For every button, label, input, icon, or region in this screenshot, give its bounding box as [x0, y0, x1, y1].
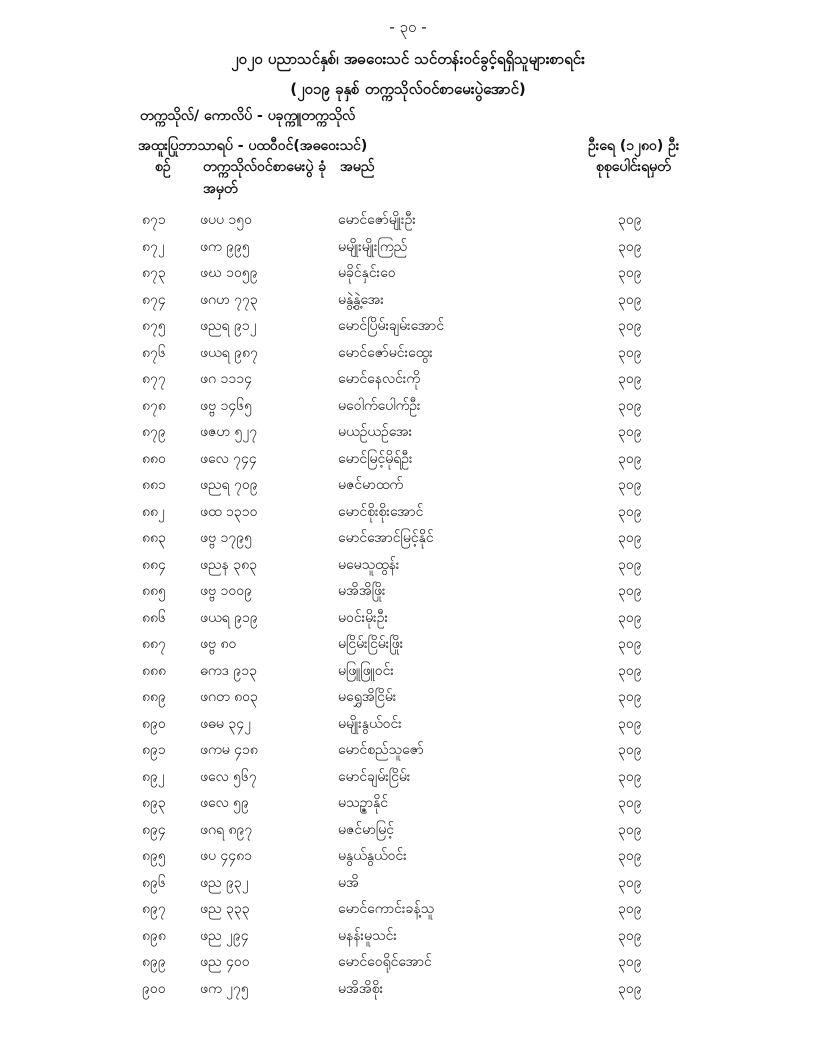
table-row [0, 952, 816, 979]
table-row [0, 449, 816, 476]
student-name: မောင်စည်သူဇော် [338, 742, 424, 758]
roll-number: ဖဂတ ၈၀၃ [200, 689, 258, 705]
roll-number: ဖဗ္ဗ ၁၀၀၉ [200, 583, 252, 599]
student-name: မမျိုးနွယ်ဝင်း [338, 715, 402, 732]
row-number: ၈၈၇ [142, 636, 166, 652]
row-number: ၈၉၃ [142, 795, 166, 811]
roll-number: ဖယရ ၉၈၇ [200, 344, 258, 361]
total-marks: ၃၀၉ [618, 265, 642, 281]
table-row [0, 396, 816, 423]
student-name: မဇင်မာမြင့် [338, 821, 394, 838]
student-name: မောင်ဇော်မင်းထွေး [338, 344, 433, 361]
student-name: မောင်အောင်မြင့်နိုင် [338, 530, 434, 546]
roll-number: ဖဓမ ၃၄၂ [200, 715, 251, 732]
row-number: ၈၇၇ [142, 371, 166, 387]
student-name: မနန်းမူသင်း [338, 927, 397, 944]
roll-number: ဖည ၄၀၀ [200, 954, 250, 970]
row-number: ၈၈၄ [142, 556, 166, 573]
university-line: တက္ကသိုလ်/ ကောလိပ် - ပခုက္ကူတက္ကသိုလ် [140, 108, 356, 124]
student-name: မဝင်းမိုးဦး [338, 609, 389, 626]
row-number: ၈၈၈ [142, 662, 166, 679]
roll-number: ဖဗ္ဗ ၁၄၆၅ [200, 397, 252, 414]
table-row [0, 210, 816, 237]
total-marks: ၃၀၉ [618, 530, 642, 546]
total-marks: ၃၀၉ [618, 212, 642, 228]
table-row [0, 740, 816, 767]
total-count: ဦးရေ (၁၂၈၀) ဦး [588, 138, 680, 154]
student-name: မရွှေအိငြိမ်း [338, 689, 397, 705]
roll-number: ဖညရ ၇၀၉ [200, 477, 258, 493]
student-name: မဇင်မာထက် [338, 477, 404, 493]
results-table [0, 210, 816, 1005]
student-name: မမေသူထွန်း [338, 556, 400, 573]
table-row [0, 263, 816, 290]
row-number: ၈၇၂ [142, 238, 165, 255]
student-name: မဖြူဖြူဝင်း [338, 662, 394, 679]
roll-number: ဖဂ ၁၁၁၄ [200, 371, 252, 387]
table-row [0, 528, 816, 555]
table-row [0, 369, 816, 396]
row-number: ၈၇၆ [142, 344, 166, 361]
student-name: မောင်ဝေရိုင်အောင် [338, 954, 432, 970]
roll-number: ဖဗ္ဗ ၈၀ [200, 636, 237, 652]
total-marks: ၃၀၉ [618, 874, 642, 891]
row-number: ၈၇၅ [142, 318, 166, 334]
roll-number: ဖလေ ၇၄၄ [200, 450, 257, 467]
row-number: ၈၈၆ [142, 609, 166, 626]
total-marks: ၃၀၉ [618, 715, 642, 732]
roll-number: ဖထ ၁၃၁၀ [200, 503, 258, 520]
roll-number: ဖဗ္ဗ ၁၇၉၅ [200, 530, 252, 546]
roll-number: ဖဂဟ ၇၇၃ [200, 291, 258, 308]
total-marks: ၃၀၉ [618, 371, 642, 387]
total-marks: ၃၀၉ [618, 768, 642, 785]
row-number: ၈၉၇ [142, 901, 166, 917]
student-name: မောင်ပြိမ်းချမ်းအောင် [338, 318, 445, 334]
roll-number: ဖည ၂၉၄ [200, 927, 249, 944]
table-row [0, 290, 816, 317]
total-marks: ၃၀၉ [618, 477, 642, 493]
roll-number: ဖဇဟ ၅၂၇ [200, 424, 258, 440]
table-row [0, 820, 816, 847]
total-marks: ၃၀၉ [618, 450, 642, 467]
total-marks: ၃၀၉ [618, 344, 642, 361]
row-number: ၈၉၂ [142, 768, 165, 785]
student-name: မသဉ္ဇာနိုင် [338, 795, 389, 811]
table-row [0, 873, 816, 900]
student-name: မအိအိစိုး [338, 980, 384, 997]
table-row [0, 475, 816, 502]
roll-number: ဖည ၃၃၃ [200, 901, 250, 917]
student-name: မမျိုးမျိုးကြည် [338, 238, 408, 255]
roll-number: ဖည ၉၃၂ [200, 874, 249, 891]
table-row [0, 343, 816, 370]
column-header-roll: တက္ကသိုလ်ဝင်စာမေးပွဲ ခုံအမှတ် [203, 159, 327, 197]
student-name: မောင်ကောင်းခန့်သူ [338, 901, 435, 917]
total-marks: ၃၀၉ [618, 503, 642, 520]
roll-number: ဖပပ ၁၅၀ [200, 212, 253, 228]
table-row [0, 316, 816, 343]
row-number: ၈၈၂ [142, 503, 165, 520]
total-marks: ၃၀၉ [618, 291, 642, 308]
total-marks: ၃၀၉ [618, 424, 642, 440]
student-name: မငြိမ်းငြိမ်းဖြိုး [338, 636, 404, 652]
student-name: မခိုင်နှင်းဝေ [338, 265, 396, 281]
page-number: - ၃၀ - [389, 18, 427, 36]
row-number: ၈၉၁ [142, 742, 166, 758]
total-marks: ၃၀၉ [618, 795, 642, 811]
table-row [0, 714, 816, 741]
roll-number: ဖညရ ၉၁၂ [200, 318, 257, 334]
student-name: မနွယ်နွယ်ဝင်း [338, 848, 407, 864]
total-marks: ၃၀၉ [618, 583, 642, 599]
table-row [0, 634, 816, 661]
table-row [0, 926, 816, 953]
total-marks: ၃၀၉ [618, 556, 642, 573]
row-number: ၈၈၁ [142, 477, 166, 493]
total-marks: ၃၀၉ [618, 397, 642, 414]
table-row [0, 422, 816, 449]
roll-number: ဖက ၉၉၅ [200, 238, 250, 255]
subject-line: အထူးပြုဘာသာရပ် - ပထဝီဝင်(အဓဝေးသင်) [138, 138, 368, 154]
row-number: ၈၇၈ [142, 397, 166, 414]
total-marks: ၃၀၉ [618, 689, 642, 705]
table-row [0, 237, 816, 264]
total-marks: ၃၀၉ [618, 901, 642, 917]
table-row [0, 581, 816, 608]
row-number: ၈၉၅ [142, 848, 166, 864]
column-header-name: အမည် [340, 159, 375, 175]
table-row [0, 793, 816, 820]
student-name: မောင်ဇော်မျိုးဦး [338, 212, 416, 228]
column-header-no: စဉ် [155, 159, 171, 175]
total-marks: ၃၀၉ [618, 980, 642, 997]
roll-number: ဖလေ ၅၉ [200, 795, 249, 811]
column-header-marks: စုစုပေါင်းရမှတ် [596, 159, 671, 175]
total-marks: ၃၀၉ [618, 821, 642, 838]
roll-number: ဖဂရ ၈၉၇ [200, 821, 253, 838]
row-number: ၈၉၀ [142, 715, 166, 732]
roll-number: ဖပ ၄၄၈၁ [200, 848, 253, 864]
total-marks: ၃၀၉ [618, 848, 642, 864]
row-number: ၈၇၁ [142, 212, 166, 228]
student-name: မဝေါက်ပေါက်ဦး [338, 397, 421, 414]
student-name: မအိအိဖြိုး [338, 583, 386, 599]
row-number: ၈၈၉ [142, 689, 166, 705]
table-row [0, 608, 816, 635]
total-marks: ၃၀၉ [618, 636, 642, 652]
row-number: ၉၀၀ [142, 980, 166, 997]
total-marks: ၃၀၉ [618, 954, 642, 970]
row-number: ၈၉၄ [142, 821, 166, 838]
row-number: ၈၉၉ [142, 954, 166, 970]
student-name: မောင်ချမ်းငြိမ်း [338, 768, 411, 785]
document-subtitle: (၂၀၁၉ ခုနှစ် တက္ကသိုလ်ဝင်စာမေးပွဲအောင်) [290, 80, 526, 98]
roll-number: ဖဃ ၁၀၅၉ [200, 265, 258, 281]
student-name: မနွဲ့နွဲ့အေး [338, 291, 384, 308]
student-name: မောင်စိုးစိုးအောင် [338, 503, 424, 520]
table-row [0, 661, 816, 688]
document-title: ၂၀၂၀ ပညာသင်နှစ်၊ အဓဝေးသင် သင်တန်းဝင်ခွင့်ရရှိသူများစာရင်း [231, 50, 585, 68]
student-name: မောင်မြင့်မိုရ်ဦး [338, 450, 413, 467]
table-row [0, 767, 816, 794]
roll-number: ဖလေ ၅၆၇ [200, 768, 257, 785]
row-number: ၈၉၈ [142, 927, 166, 944]
row-number: ၈၇၃ [142, 265, 166, 281]
table-row [0, 687, 816, 714]
table-row [0, 502, 816, 529]
row-number: ၈၈၀ [142, 450, 166, 467]
table-row [0, 979, 816, 1006]
table-row [0, 899, 816, 926]
row-number: ၈၇၉ [142, 424, 166, 440]
total-marks: ၃၀၉ [618, 609, 642, 626]
student-name: မယဉ်ယဉ်အေး [338, 424, 413, 440]
row-number: ၈၇၄ [142, 291, 166, 308]
roll-number: ဖညန ၃၈၃ [200, 556, 257, 573]
table-row [0, 555, 816, 582]
roll-number: ဓကဒ ၉၁၃ [200, 662, 257, 679]
total-marks: ၃၀၉ [618, 662, 642, 679]
total-marks: ၃၀၉ [618, 742, 642, 758]
roll-number: ဖက ၂၇၅ [200, 980, 249, 997]
row-number: ၈၈၅ [142, 583, 166, 599]
total-marks: ၃၀၉ [618, 927, 642, 944]
roll-number: ဖကမ ၄၁၈ [200, 742, 258, 758]
row-number: ၈၈၃ [142, 530, 166, 546]
table-row [0, 846, 816, 873]
student-name: မအိ [338, 874, 359, 891]
total-marks: ၃၀၉ [618, 238, 642, 255]
row-number: ၈၉၆ [142, 874, 166, 891]
total-marks: ၃၀၉ [618, 318, 642, 334]
roll-number: ဖယရ ၉၁၉ [200, 609, 258, 626]
student-name: မောင်နေလင်းကို [338, 371, 421, 387]
